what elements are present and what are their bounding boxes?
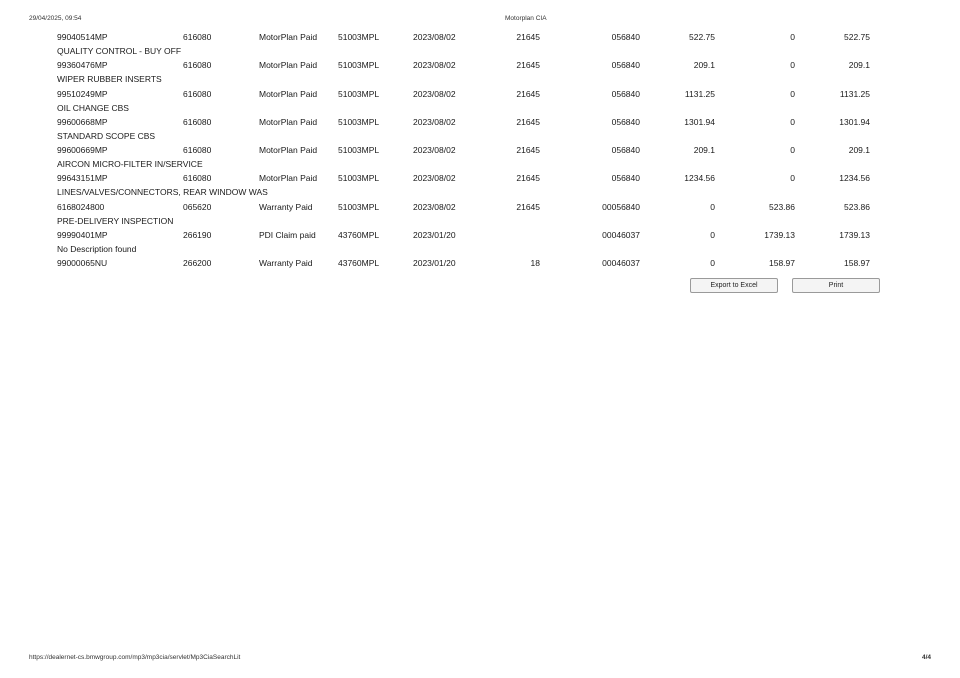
export-to-excel-button[interactable]: Export to Excel [690, 278, 778, 293]
code-cell: 266200 [183, 258, 212, 269]
date-cell: 2023/08/02 [413, 201, 456, 212]
table-row [0, 116, 960, 144]
reference-cell: 43760MPL [338, 230, 380, 241]
row-line [0, 201, 960, 214]
row-description: QUALITY CONTROL - BUY OFF [57, 46, 182, 56]
amount-total-cell: 158.97 [844, 258, 870, 269]
table-row [0, 31, 960, 59]
row-line [0, 172, 960, 185]
row-line [0, 88, 960, 101]
date-cell: 2023/01/20 [413, 230, 456, 241]
reference-cell: 43760MPL [338, 258, 380, 269]
reference-cell: 51003MPL [338, 60, 380, 71]
reference-cell: 51003MPL [338, 116, 380, 127]
claim-type-cell: Warranty Paid [259, 201, 313, 212]
reference-cell: 51003MPL [338, 173, 380, 184]
claim-type-cell: Warranty Paid [259, 258, 313, 269]
date-cell: 2023/08/02 [413, 145, 456, 156]
row-line [0, 59, 960, 72]
amount-warranty-cell: 0 [790, 145, 795, 156]
amount-motorplan-cell: 1131.25 [684, 88, 715, 99]
claim-type-cell: MotorPlan Paid [259, 116, 318, 127]
number-cell: 21645 [516, 173, 540, 184]
part-number: 99600669MP [57, 145, 108, 156]
invoice-cell: 00046037 [602, 258, 640, 269]
number-cell: 21645 [516, 116, 540, 127]
reference-cell: 51003MPL [338, 88, 380, 99]
reference-cell: 51003MPL [338, 145, 380, 156]
row-description: LINES/VALVES/CONNECTORS, REAR WINDOW WAS [57, 187, 268, 198]
reference-cell: 51003MPL [338, 201, 380, 212]
amount-motorplan-cell: 0 [710, 201, 715, 212]
code-cell: 616080 [183, 145, 212, 156]
row-line [0, 257, 960, 270]
part-number: 99990401MP [57, 230, 108, 241]
amount-total-cell: 209.1 [848, 145, 870, 156]
number-cell: 21645 [516, 32, 540, 42]
invoice-cell: 056840 [611, 173, 640, 184]
page-header-datetime: 29/04/2025, 09:54 [29, 15, 82, 22]
claims-table [0, 31, 960, 286]
table-row [0, 144, 960, 172]
print-button[interactable]: Print [792, 278, 880, 293]
reference-cell: 51003MPL [338, 32, 380, 42]
invoice-cell: 056840 [611, 32, 640, 42]
code-cell: 616080 [183, 60, 212, 71]
amount-warranty-cell: 0 [790, 173, 795, 184]
date-cell: 2023/08/02 [413, 32, 456, 42]
claim-type-cell: MotorPlan Paid [259, 32, 318, 42]
claim-type-cell: MotorPlan Paid [259, 145, 318, 156]
row-description: OIL CHANGE CBS [57, 102, 129, 113]
amount-warranty-cell: 0 [790, 60, 795, 71]
part-number: 99600668MP [57, 116, 108, 127]
number-cell: 18 [530, 258, 540, 269]
amount-total-cell: 209.1 [848, 60, 870, 71]
page-header-title: Motorplan CIA [505, 15, 547, 22]
claim-type-cell: MotorPlan Paid [259, 60, 318, 71]
page-footer-url: https://dealernet-cs.bmwgroup.com/mp3/mp3cia/servlet/Mp3CiaSearchLit [29, 654, 241, 661]
row-description: AIRCON MICRO-FILTER IN/SERVICE [57, 159, 203, 170]
date-cell: 2023/01/20 [413, 258, 456, 269]
invoice-cell: 056840 [611, 116, 640, 127]
date-cell: 2023/08/02 [413, 60, 456, 71]
code-cell: 616080 [183, 116, 212, 127]
number-cell: 21645 [516, 88, 540, 99]
amount-motorplan-cell: 209.1 [693, 60, 715, 71]
invoice-cell: 056840 [611, 60, 640, 71]
part-number: 99360476MP [57, 60, 108, 71]
table-row [0, 201, 960, 229]
amount-motorplan-cell: 522.75 [689, 32, 715, 42]
amount-motorplan-cell: 0 [710, 258, 715, 269]
amount-motorplan-cell: 209.1 [693, 145, 715, 156]
code-cell: 616080 [183, 32, 212, 42]
invoice-cell: 056840 [611, 145, 640, 156]
invoice-cell: 00046037 [602, 230, 640, 241]
number-cell: 21645 [516, 145, 540, 156]
invoice-cell: 00056840 [602, 201, 640, 212]
row-line [0, 144, 960, 157]
part-number: 99000065NU [57, 258, 108, 269]
date-cell: 2023/08/02 [413, 88, 456, 99]
amount-total-cell: 1131.25 [839, 88, 870, 99]
code-cell: 065620 [183, 201, 212, 212]
amount-total-cell: 522.75 [844, 32, 870, 42]
invoice-cell: 056840 [611, 88, 640, 99]
claim-type-cell: PDI Claim paid [259, 230, 316, 241]
number-cell: 21645 [516, 201, 540, 212]
part-number: 99040514MP [57, 32, 108, 42]
amount-warranty-cell: 158.97 [769, 258, 795, 269]
table-row [0, 229, 960, 257]
amount-total-cell: 1234.56 [839, 173, 870, 184]
row-line [0, 31, 960, 44]
row-description: WIPER RUBBER INSERTS [57, 74, 162, 85]
code-cell: 616080 [183, 173, 212, 184]
part-number: 6168024800 [57, 201, 105, 212]
claim-type-cell: MotorPlan Paid [259, 88, 318, 99]
amount-warranty-cell: 0 [790, 116, 795, 127]
amount-total-cell: 1301.94 [839, 116, 870, 127]
amount-warranty-cell: 0 [790, 88, 795, 99]
amount-warranty-cell: 523.86 [769, 201, 795, 212]
part-number: 99643151MP [57, 173, 108, 184]
table-row [0, 172, 960, 200]
date-cell: 2023/08/02 [413, 116, 456, 127]
code-cell: 266190 [183, 230, 212, 241]
amount-motorplan-cell: 1301.94 [684, 116, 715, 127]
row-description: PRE-DELIVERY INSPECTION [57, 215, 174, 226]
row-description: STANDARD SCOPE CBS [57, 130, 156, 141]
amount-motorplan-cell: 0 [710, 230, 715, 241]
number-cell: 21645 [516, 60, 540, 71]
row-line [0, 229, 960, 242]
amount-total-cell: 523.86 [844, 201, 870, 212]
amount-warranty-cell: 0 [790, 32, 795, 42]
part-number: 99510249MP [57, 88, 108, 99]
row-line [0, 116, 960, 129]
code-cell: 616080 [183, 88, 212, 99]
amount-warranty-cell: 1739.13 [764, 230, 795, 241]
amount-motorplan-cell: 1234.56 [684, 173, 715, 184]
date-cell: 2023/08/02 [413, 173, 456, 184]
table-row [0, 59, 960, 87]
page-number: 4/4 [921, 654, 931, 661]
amount-total-cell: 1739.13 [839, 230, 870, 241]
claim-type-cell: MotorPlan Paid [259, 173, 318, 184]
table-row [0, 88, 960, 116]
row-description: No Description found [57, 244, 137, 255]
